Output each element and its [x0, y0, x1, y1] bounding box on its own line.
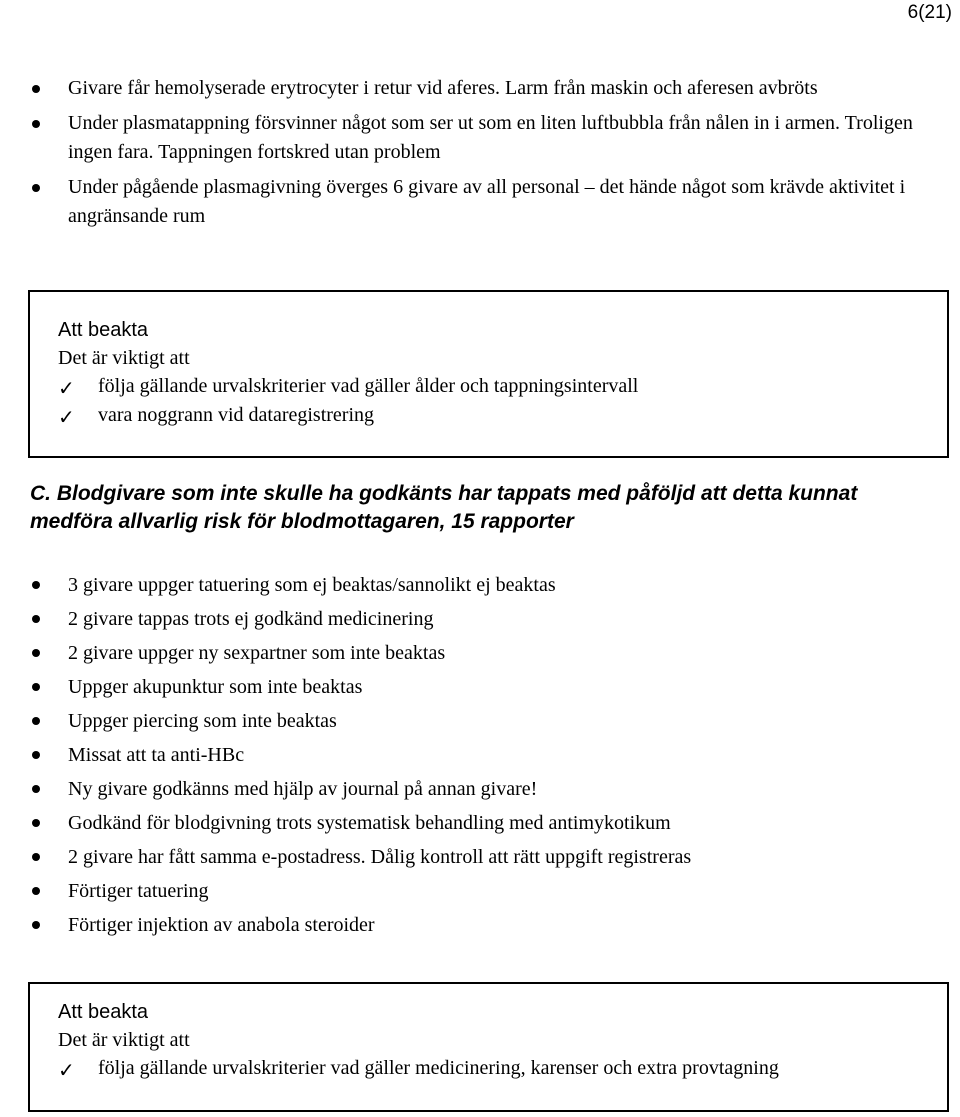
list-item — [30, 772, 950, 806]
checkmark-icon: ✓ — [58, 405, 75, 429]
check-item-text: följa gällande urvalskriterier vad gäller ålder och tappningsintervall — [98, 375, 639, 397]
list-item-text: Ny givare godkänns med hjälp av journal på annan givare! — [68, 778, 538, 800]
list-item — [30, 738, 950, 772]
bullet-icon — [32, 819, 40, 827]
checkmark-icon: ✓ — [58, 376, 75, 400]
bullet-icon — [32, 120, 40, 128]
list-item-text: Förtiger tatuering — [68, 880, 209, 902]
check-item — [58, 372, 933, 401]
bullet-icon — [32, 751, 40, 759]
list-item — [30, 636, 950, 670]
bullet-icon — [32, 887, 40, 895]
bullet-icon — [32, 717, 40, 725]
check-item-text: följa gällande urvalskriterier vad gäller medicinering, karenser och extra provtagning — [98, 1057, 779, 1079]
list-item — [30, 74, 950, 103]
check-item — [58, 1054, 933, 1083]
list-item-text: Under plasmatappning försvinner något som ser ut som en liten luftbubbla från nålen in i armen. Troligen ingen fara. Tappningen fortskred utan problem — [68, 112, 913, 163]
incident-list-1 — [30, 74, 950, 237]
list-item — [30, 173, 950, 231]
note-box-intro: Det är viktigt att — [58, 1029, 190, 1051]
list-item-text: 2 givare tappas trots ej godkänd medicinering — [68, 608, 434, 630]
list-item — [30, 109, 950, 167]
list-item-text: Godkänd för blodgivning trots systematisk behandling med antimykotikum — [68, 812, 671, 834]
note-box-1 — [28, 290, 949, 458]
list-item — [30, 568, 950, 602]
note-box-intro: Det är viktigt att — [58, 347, 190, 369]
bullet-icon — [32, 85, 40, 93]
list-item — [30, 670, 950, 704]
incident-list-2 — [30, 568, 950, 942]
bullet-icon — [32, 683, 40, 691]
section-c-heading: C. Blodgivare som inte skulle ha godkänts har tappats med påföljd att detta kunnat medföra allvarlig risk för blodmottagaren, 15 rapporter — [30, 482, 858, 533]
list-item — [30, 874, 950, 908]
list-item-text: 2 givare har fått samma e-postadress. Dålig kontroll att rätt uppgift registreras — [68, 846, 692, 868]
bullet-icon — [32, 921, 40, 929]
note-box-2 — [28, 982, 949, 1112]
list-item-text: Under pågående plasmagivning överges 6 givare av all personal – det hände något som krävde aktivitet i angränsande rum — [68, 176, 906, 227]
checkmark-icon: ✓ — [58, 1058, 75, 1082]
list-item-text: Förtiger injektion av anabola steroider — [68, 914, 375, 936]
bullet-icon — [32, 785, 40, 793]
note-box-title: Att beakta — [58, 1001, 149, 1023]
bullet-icon — [32, 649, 40, 657]
list-item — [30, 602, 950, 636]
list-item — [30, 806, 950, 840]
list-item — [30, 704, 950, 738]
note-box-title: Att beakta — [58, 319, 149, 341]
bullet-icon — [32, 853, 40, 861]
list-item-text: Uppger piercing som inte beaktas — [68, 710, 337, 732]
list-item-text: 2 givare uppger ny sexpartner som inte beaktas — [68, 642, 446, 664]
check-item — [58, 401, 933, 430]
bullet-icon — [32, 615, 40, 623]
page-number: 6(21) — [907, 2, 952, 23]
list-item-text: 3 givare uppger tatuering som ej beaktas/sannolikt ej beaktas — [68, 574, 556, 596]
list-item-text: Givare får hemolyserade erytrocyter i retur vid aferes. Larm från maskin och aferesen avbröts — [68, 77, 818, 99]
list-item — [30, 840, 950, 874]
bullet-icon — [32, 184, 40, 192]
bullet-icon — [32, 581, 40, 589]
list-item-text: Uppger akupunktur som inte beaktas — [68, 676, 363, 698]
list-item — [30, 908, 950, 942]
check-item-text: vara noggrann vid dataregistrering — [98, 404, 375, 426]
list-item-text: Missat att ta anti-HBc — [68, 744, 245, 766]
